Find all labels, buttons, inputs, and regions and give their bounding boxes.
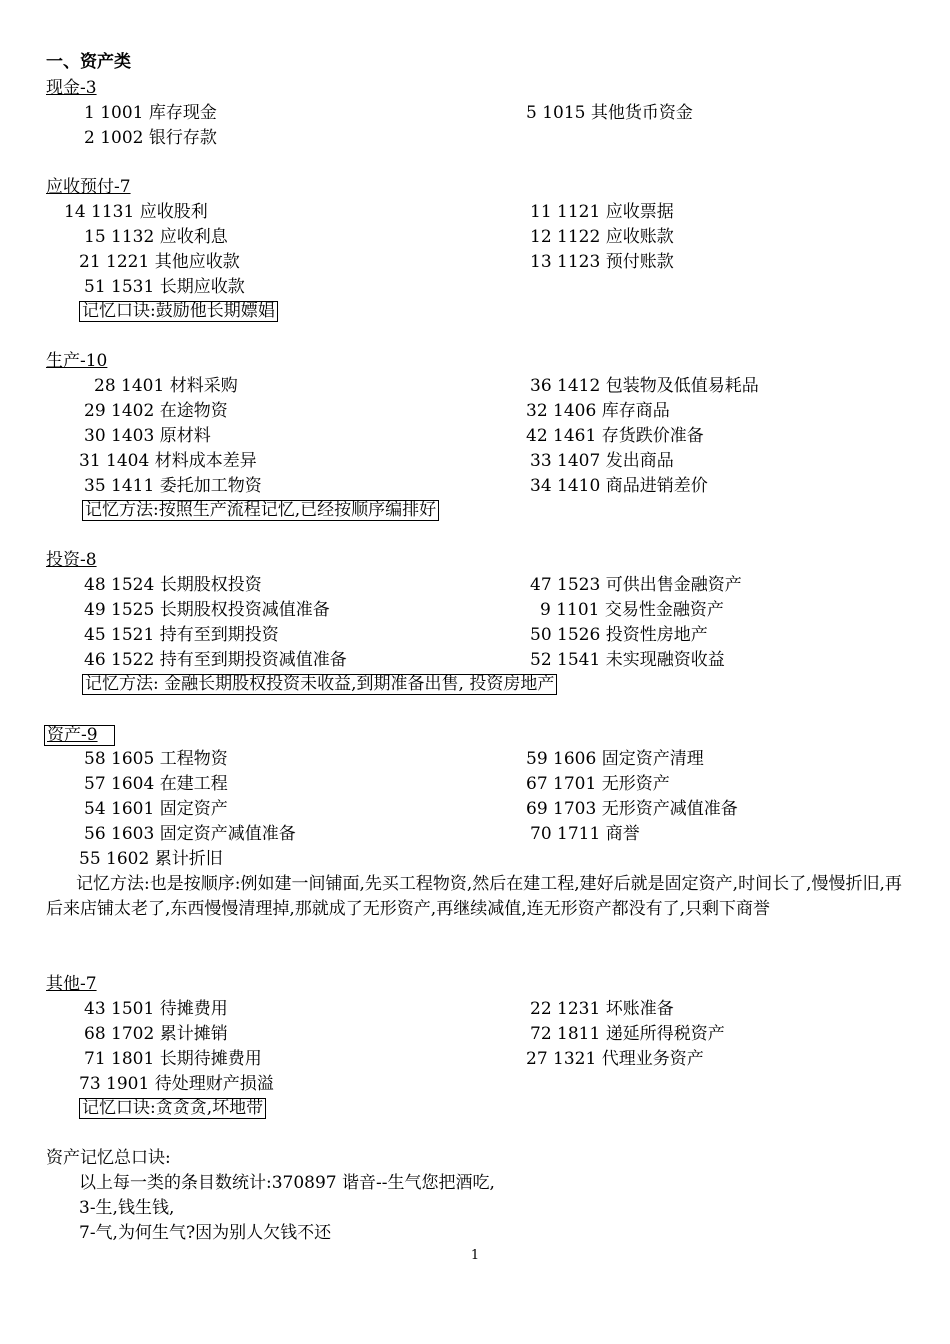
list-item: 32 1406 库存商品 — [526, 401, 670, 421]
list-item: 46 1522 持有至到期投资减值准备 — [84, 650, 347, 670]
list-item: 56 1603 固定资产减值准备 — [84, 824, 296, 844]
list-item: 69 1703 无形资产减值准备 — [526, 799, 738, 819]
section-title-production: 生产-10 — [46, 351, 108, 371]
list-item: 72 1811 递延所得税资产 — [530, 1024, 725, 1044]
list-item: 28 1401 材料采购 — [94, 376, 238, 396]
mnemonic-paragraph: 记忆方法:也是按顺序:例如建一间铺面,先买工程物资,然后在建工程,建好后就是固定资产,时间长了,慢慢折旧,再后来店铺太老了,东西慢慢清理掉,那就成了无形资产,再继续减值,连无形资产都没有了,只剩下商誉 — [46, 874, 902, 919]
list-item: 31 1404 材料成本差异 — [79, 451, 257, 471]
list-item: 52 1541 未实现融资收益 — [530, 650, 725, 670]
list-item: 1 1001 库存现金 — [84, 103, 217, 123]
list-item: 49 1525 长期股权投资减值准备 — [84, 600, 330, 620]
list-item: 55 1602 累计折旧 — [79, 849, 223, 869]
list-item: 57 1604 在建工程 — [84, 774, 228, 794]
list-item: 36 1412 包装物及低值易耗品 — [530, 376, 759, 396]
list-item: 73 1901 待处理财产损溢 — [79, 1074, 274, 1094]
list-item: 2 1002 银行存款 — [84, 128, 217, 148]
section-title-investment: 投资-8 — [46, 550, 97, 570]
mnemonic-box: 记忆方法: 金融长期股权投资未收益,到期准备出售, 投资房地产 — [82, 674, 557, 695]
list-item: 45 1521 持有至到期投资 — [84, 625, 279, 645]
list-item: 68 1702 累计摊销 — [84, 1024, 228, 1044]
list-item: 71 1801 长期待摊费用 — [84, 1049, 262, 1069]
list-item: 29 1402 在途物资 — [84, 401, 228, 421]
list-item: 33 1407 发出商品 — [530, 451, 674, 471]
list-item: 35 1411 委托加工物资 — [84, 476, 262, 496]
list-item: 47 1523 可供出售金融资产 — [530, 575, 742, 595]
list-item: 42 1461 存货跌价准备 — [526, 426, 704, 446]
list-item: 50 1526 投资性房地产 — [530, 625, 708, 645]
mnemonic-box: 记忆口诀:贪贪贪,坏地带 — [79, 1098, 266, 1119]
list-item: 43 1501 待摊费用 — [84, 999, 228, 1019]
list-item: 22 1231 坏账准备 — [530, 999, 674, 1019]
page-heading: 一、资产类 — [46, 52, 131, 72]
list-item: 30 1403 原材料 — [84, 426, 211, 446]
list-item: 12 1122 应收账款 — [530, 227, 674, 247]
list-item: 70 1711 商誉 — [530, 824, 640, 844]
summary-line: 3-生,钱生钱, — [79, 1198, 175, 1218]
list-item: 58 1605 工程物资 — [84, 749, 228, 769]
section-title-other: 其他-7 — [46, 974, 97, 994]
list-item: 48 1524 长期股权投资 — [84, 575, 262, 595]
list-item: 67 1701 无形资产 — [526, 774, 670, 794]
list-item: 9 1101 交易性金融资产 — [540, 600, 724, 620]
page-number: 1 — [470, 1248, 480, 1263]
list-item: 21 1221 其他应收款 — [79, 252, 240, 272]
section-title-assets: 资产-9 — [44, 725, 115, 746]
list-item: 15 1132 应收利息 — [84, 227, 228, 247]
list-item: 54 1601 固定资产 — [84, 799, 228, 819]
summary-title: 资产记忆总口诀: — [46, 1148, 171, 1168]
list-item: 51 1531 长期应收款 — [84, 277, 245, 297]
list-item: 13 1123 预付账款 — [530, 252, 674, 272]
list-item: 5 1015 其他货币资金 — [526, 103, 693, 123]
section-title-cash: 现金-3 — [46, 78, 97, 98]
list-item: 11 1121 应收票据 — [530, 202, 674, 222]
list-item: 34 1410 商品进销差价 — [530, 476, 708, 496]
list-item: 27 1321 代理业务资产 — [526, 1049, 704, 1069]
section-title-receivable: 应收预付-7 — [46, 177, 131, 197]
summary-line: 以上每一类的条目数统计:370897 谐音--生气您把酒吃, — [79, 1173, 495, 1193]
list-item: 59 1606 固定资产清理 — [526, 749, 704, 769]
list-item: 14 1131 应收股利 — [64, 202, 208, 222]
mnemonic-box: 记忆方法:按照生产流程记忆,已经按顺序编排好 — [82, 500, 439, 521]
summary-line: 7-气,为何生气?因为别人欠钱不还 — [79, 1223, 332, 1243]
mnemonic-box: 记忆口诀:鼓励他长期嫖娼 — [79, 301, 278, 322]
